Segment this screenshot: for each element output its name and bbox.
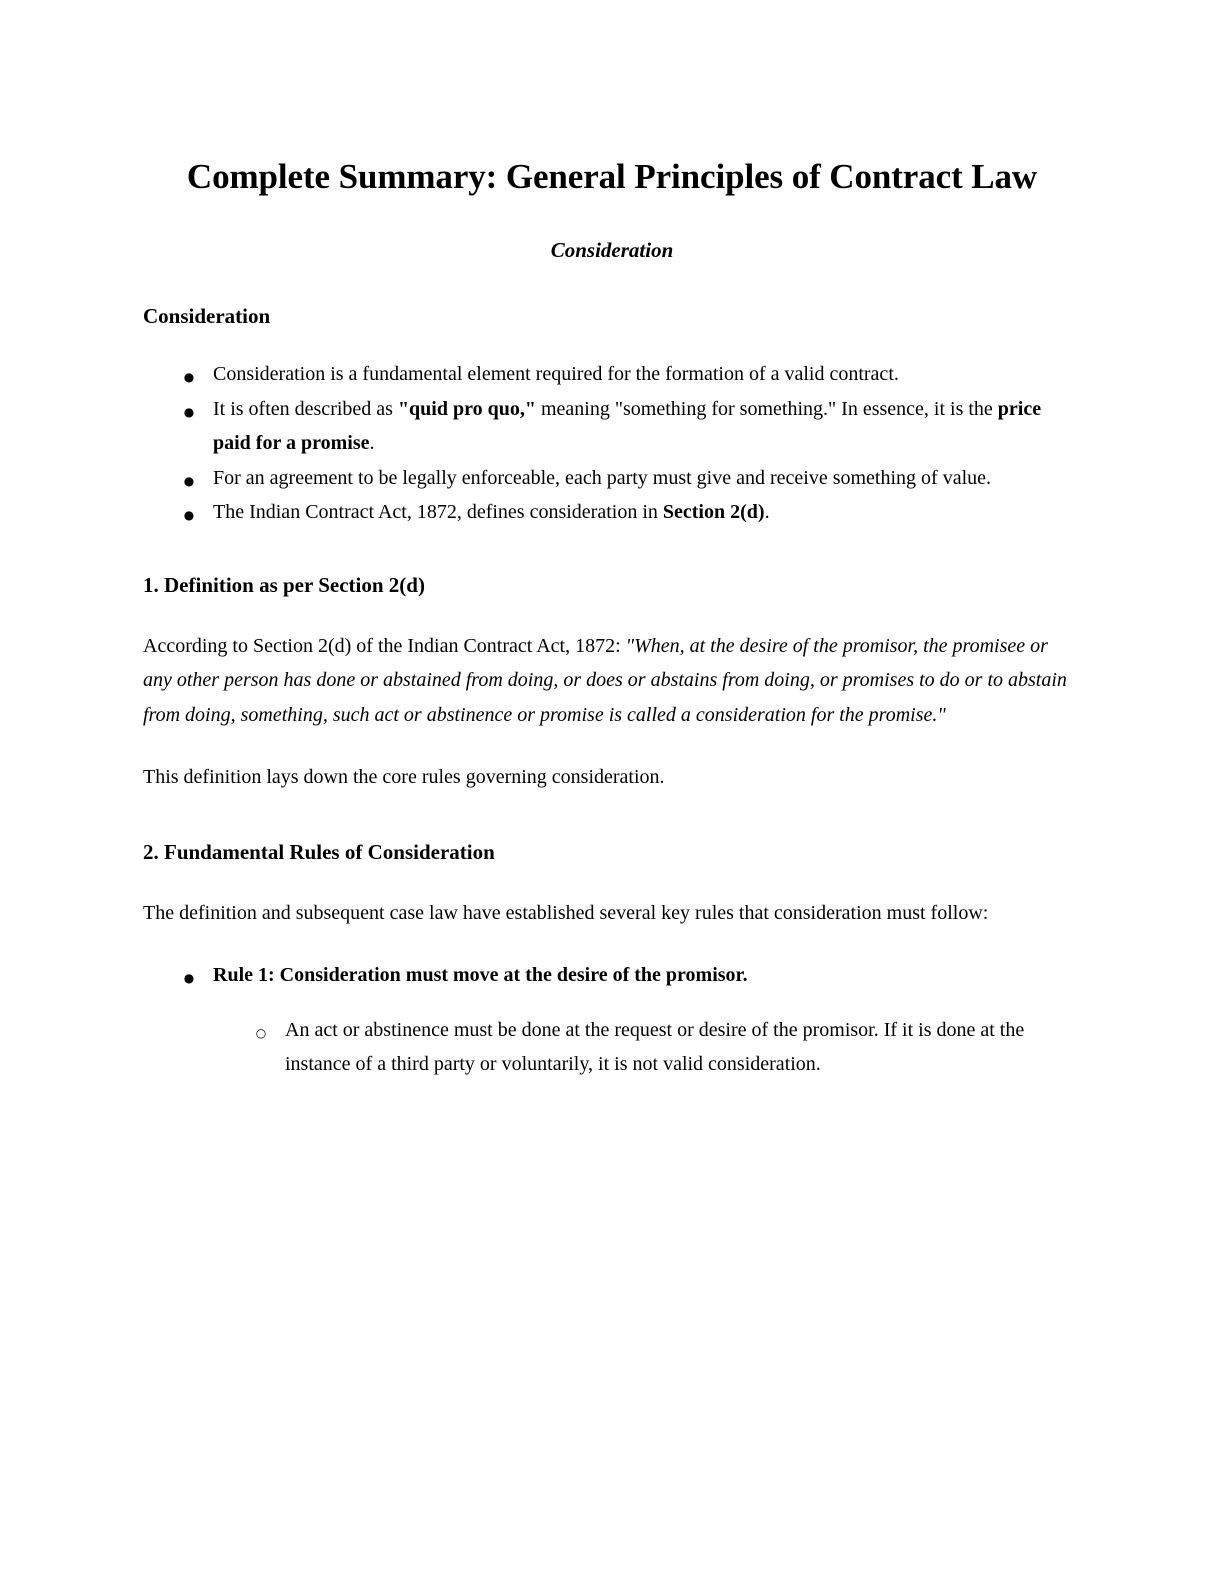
page-title: Complete Summary: General Principles of Contract Law	[186, 157, 1038, 196]
rule-1-label-text: Rule 1: Consideration must move at the desire of the promisor.	[213, 964, 748, 987]
rule-1-sub-list	[213, 993, 1081, 1082]
bullet-circle-icon	[253, 1013, 269, 1047]
rule-label	[213, 964, 748, 986]
bullet-disc-icon	[181, 461, 197, 495]
quote-lead-in: According to Section 2(d) of the Indian Contract Act, 1872:	[143, 634, 626, 657]
list-item-text: The Indian Contract Act, 1872, defines consideration in Section 2(d).	[213, 501, 770, 524]
emphasis-section-2d: Section 2(d)	[662, 501, 765, 524]
sub-list-item-text: An act or abstinence must be done at the request or desire of the promisor. If it is done at the instance of a third party or voluntarily, it is not valid consideration.	[285, 1018, 1025, 1075]
statutory-quote: "When, at the desire of the promisor, the promisee or any other person has done or abstained from doing, or does or abstains from doing, or promises to do or to abstain from doing, something, such act or abstinence or promise is called a consideration for the promise."	[143, 634, 1067, 726]
bullet-disc-icon	[181, 357, 197, 391]
emphasis-price-paid: price paid for a promise	[213, 397, 1042, 455]
bullet-disc-icon	[181, 495, 197, 529]
heading-definition-section: 1. Definition as per Section 2(d)	[143, 573, 425, 598]
definition-quote-paragraph	[143, 601, 1081, 732]
list-item	[143, 958, 1081, 1081]
bullet-disc-icon	[181, 392, 197, 426]
document-content	[143, 0, 1081, 1081]
definition-closing-paragraph: This definition lays down the core rules governing consideration.	[143, 765, 665, 788]
emphasis-quid-pro-quo: "quid pro quo,"	[397, 397, 536, 420]
list-item-text: For an agreement to be legally enforceable, each party must give and receive something of value.	[213, 466, 992, 489]
heading-consideration: Consideration	[143, 304, 271, 329]
rules-bullet-list	[143, 930, 1081, 1081]
rules-intro-paragraph: The definition and subsequent case law have established several key rules that consideration must follow:	[143, 901, 989, 924]
bullet-disc-icon	[181, 958, 197, 992]
list-item	[143, 461, 1081, 495]
heading-rules-section: 2. Fundamental Rules of Consideration	[143, 840, 495, 865]
list-item	[143, 392, 1081, 461]
list-item	[143, 357, 1081, 391]
consideration-bullet-list	[143, 331, 1081, 529]
list-item	[213, 993, 1081, 1082]
list-item-text: Consideration is a fundamental element required for the formation of a valid contract.	[213, 363, 899, 386]
list-item	[143, 495, 1081, 529]
document-subtitle: Consideration	[550, 237, 674, 262]
list-item-text: It is often described as "quid pro quo," meaning "something for something." In essence, it is the price paid for a promise.	[213, 397, 1042, 455]
